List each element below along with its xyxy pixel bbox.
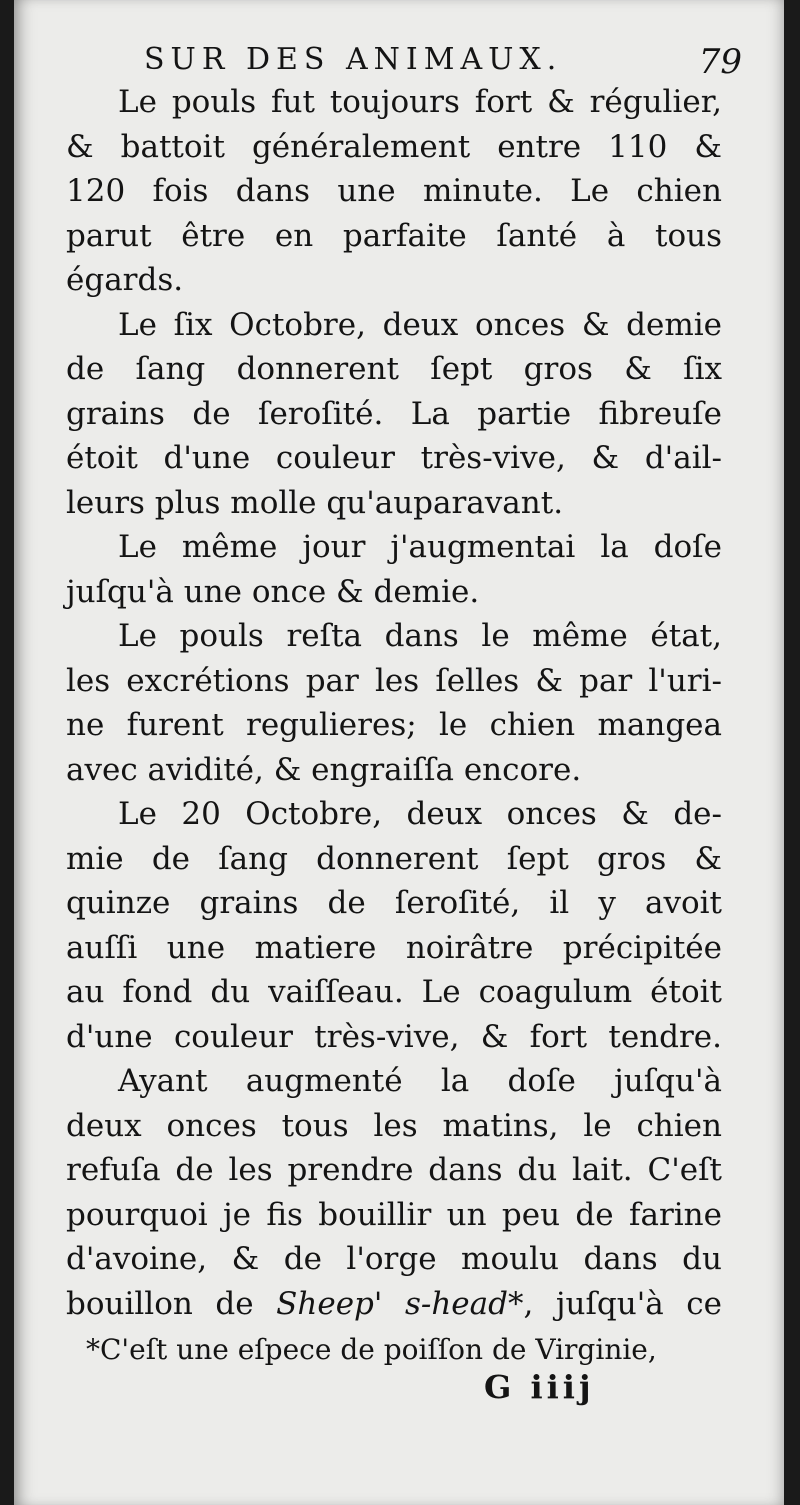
signature-mark: G iiij <box>484 1368 595 1406</box>
text-line: Le pouls fut toujours fort & régulier, <box>118 84 722 120</box>
page-number: 79 <box>698 42 742 82</box>
text-line: grains de ſeroſité. La partie fibreuſe <box>66 395 722 432</box>
running-title: SUR DES ANIMAUX. <box>144 42 563 77</box>
text-line: pourquoi je fis bouillir un peu de farine <box>66 1196 722 1233</box>
text-line: Ayant augmenté la doſe juſqu'à <box>118 1063 722 1099</box>
text-line: juſqu'à une once & demie. <box>66 573 480 610</box>
body-text <box>66 80 722 1326</box>
text-line: deux onces tous les matins, le chien <box>66 1107 722 1144</box>
text-line: & battoit généralement entre 110 & <box>66 128 722 165</box>
text-line: 120 fois dans une minute. Le chien <box>66 173 722 209</box>
text-line: de ſang donnerent ſept gros & ſix <box>66 351 722 387</box>
book-page <box>14 0 784 1505</box>
text-line-last <box>66 1282 722 1327</box>
text-line: ne furent regulieres; le chien mangea <box>66 707 722 743</box>
footnote: *C'eſt une eſpece de poiſſon de Virginie, <box>86 1333 657 1366</box>
text-line: mie de ſang donnerent ſept gros & <box>66 840 722 877</box>
text-line: les excrétions par les ſelles & par l'uri- <box>66 662 722 699</box>
text-line: Le ſix Octobre, deux onces & demie <box>118 306 722 343</box>
text-line: étoit d'une couleur très-vive, & d'ail- <box>66 440 722 476</box>
text-line: avec avidité, & engraiſſa encore. <box>66 751 582 788</box>
text-line: Le pouls reſta dans le même état, <box>118 618 722 654</box>
text-line: Le même jour j'augmentai la doſe <box>118 529 722 565</box>
text-line: au fond du vaiſſeau. Le coagulum étoit <box>66 974 722 1010</box>
last-line-after: *, juſqu'à ce <box>507 1285 722 1322</box>
text-line: refuſa de les prendre dans du lait. C'eſt <box>66 1152 722 1188</box>
footnote-area <box>66 1330 722 1370</box>
italic-term: Sheep' s-head <box>276 1285 508 1322</box>
last-line-before: bouillon de <box>66 1285 277 1322</box>
text-line: Le 20 Octobre, deux onces & de- <box>118 796 722 832</box>
text-line: d'avoine, & de l'orge moulu dans du <box>66 1241 722 1277</box>
text-line: auſſi une matiere noirâtre précipitée <box>66 929 722 966</box>
text-line: leurs plus molle qu'auparavant. <box>66 484 564 521</box>
text-line: parut être en parfaite ſanté à tous <box>66 217 722 254</box>
text-line: quinze grains de ſeroſité, il y avoit <box>66 885 722 921</box>
text-line: égards. <box>66 262 184 298</box>
text-line: d'une couleur très-vive, & fort tendre. <box>66 1018 722 1055</box>
